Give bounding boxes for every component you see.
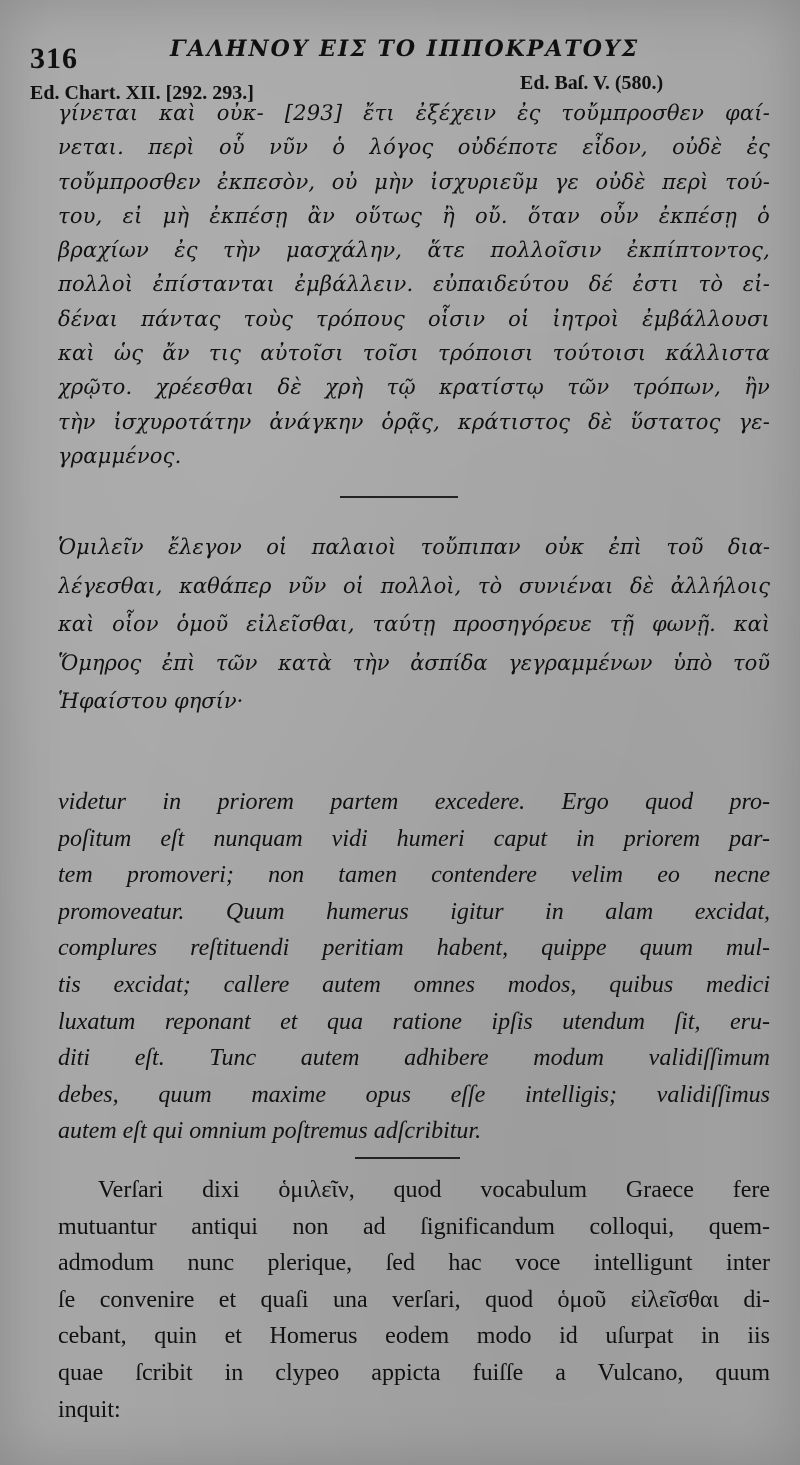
greek-text-line: βραχίων ἐς τὴν μασχάλην, ἅτε πολλοῖσιν ἐκπίπτοντος, [58,238,770,263]
edition-reference-chartier: Ed. Chart. XII. [292. 293.] [30,82,254,104]
latin-commentary-line: inquit: [58,1396,121,1423]
section-divider [340,496,458,498]
greek-text-line: γίνεται καὶ οὐκ- [293] ἔτι ἐξέχειν ἐς τοὔμπροσθεν φαί- [58,101,770,125]
greek-text-line: δέναι πάντας τοὺς τρόπους οἷσιν οἱ ἰητροὶ ἐμβάλλουσι [58,306,770,331]
latin-translation-line: luxatum reponant et qua ratione ipſis utendum ſit, eru- [58,1008,770,1035]
latin-translation-line: diti eſt. Tunc autem adhibere modum validiſſimum [58,1045,770,1072]
greek-text-line: τὴν ἰσχυροτάτην ἀνάγκην ὁρᾷς, κράτιστος δὲ ὕστατος γε- [58,409,770,434]
latin-commentary-line: Verſari dixi ὁμιλεῖν, quod vocabulum Graece fere [98,1177,770,1203]
latin-translation-line: promoveatur. Quum humerus igitur in alam excidat, [58,898,770,925]
greek-text-line: χρῷτο. χρέεσθαι δὲ χρὴ τῷ κρατίστῳ τῶν τρόπων, ἢν [58,375,770,400]
latin-translation-line: tem promoveri; non tamen contendere velim eo necne [58,862,770,889]
section-divider [355,1157,460,1159]
greek-text-block [58,96,770,473]
edition-reference-basel: Ed. Baſ. V. (580.) [520,72,664,94]
latin-translation-block [58,784,770,1150]
latin-commentary-line: quae ſcribit in clypeo appicta fuiſſe a Vulcano, quum [58,1359,770,1386]
greek-text-line: πολλοὶ ἐπίστανται ἐμβάλλειν. εὐπαιδεύτου δέ ἐστι τὸ εἰ- [58,272,770,297]
latin-commentary-line: cebant, quin et Homerus eodem modo id uſurpat in iis [58,1323,770,1350]
latin-translation-line: videtur in priorem partem excedere. Ergo quod pro- [58,789,770,815]
greek-text-line: νεται. περὶ οὗ νῦν ὁ λόγος οὐδέποτε εἶδον, οὐδὲ ἐς [58,135,770,160]
latin-commentary-block [58,1172,770,1428]
greek-commentary-line: λέγεσθαι, καθάπερ νῦν οἱ πολλοὶ, τὸ συνιέναι δὲ ἀλλήλοις [58,573,770,598]
greek-commentary-line: Ὁμιλεῖν ἔλεγον οἱ παλαιοὶ τοὔπιπαν οὐκ ἐπὶ τοῦ δια- [58,535,770,559]
greek-commentary-line: καὶ οἷον ὁμοῦ εἰλεῖσθαι, ταύτῃ προσηγόρευε τῇ φωνῇ. καὶ [58,612,770,636]
greek-text-line: γραμμένος. [58,443,182,468]
greek-text-line: του, εἰ μὴ ἐκπέσῃ ἂν οὕτως ἢ οὔ. ὅταν οὖν ἐκπέσῃ ὁ [58,203,770,228]
latin-translation-line: poſitum eſt nunquam vidi humeri caput in priorem par- [58,825,770,852]
greek-commentary-line: Ὅμηρος ἐπὶ τῶν κατὰ τὴν ἀσπίδα γεγραμμένων ὑπὸ τοῦ [58,650,770,675]
greek-text-line: τοὔμπροσθεν ἐκπεσὸν, οὐ μὴν ἰσχυριεῦμ γε οὐδὲ περὶ τού- [58,169,770,194]
latin-commentary-line: ſe convenire et quaſi una verſari, quod ὁμοῦ εἰλεῖσθαι di- [58,1286,770,1313]
running-title: ΓΑΛΗΝΟΥ ΕΙΣ ΤΟ ΙΠΠΟΚΡΑΤΟΥΣ [170,36,640,62]
latin-translation-line: tis excidat; callere autem omnes modos, quibus medici [58,971,770,998]
greek-commentary-block [58,528,770,721]
greek-text-line: καὶ ὡς ἄν τις αὐτοῖσι τοῖσι τρόποισι τούτοισι κάλλιστα [58,341,770,366]
page-number: 316 [30,42,78,75]
latin-translation-line: complures reſtituendi peritiam habent, quippe quum mul- [58,935,770,962]
latin-commentary-line: mutuantur antiqui non ad ſignificandum colloqui, quem- [58,1213,770,1240]
latin-commentary-line: admodum nunc plerique, ſed hac voce intelligunt inter [58,1250,770,1277]
greek-commentary-line: Ἡφαίστου φησίν· [58,689,244,713]
latin-translation-line: debes, quum maxime opus eſſe intelligis; validiſſimus [58,1081,770,1108]
latin-translation-line: autem eſt qui omnium poſtremus adſcribitur. [58,1118,482,1145]
